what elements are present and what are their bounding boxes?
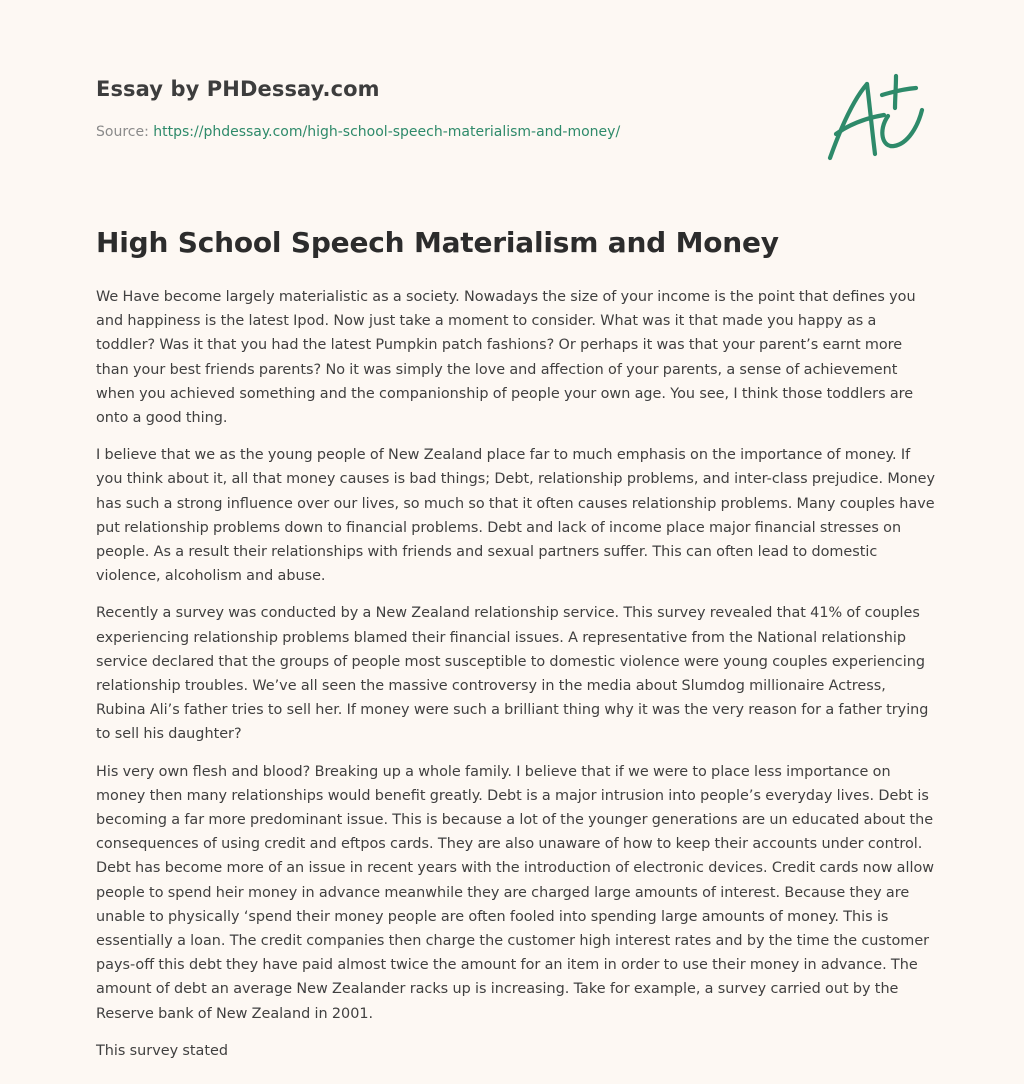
essay-body: [96, 285, 938, 1076]
essay-paragraph-2: I believe that we as the young people of New Zealand place far to much emphasis on the importance of money. If you think about it, all that money causes is bad things; Debt, relationship problems, and inter-class prejudice. Money has such a strong influence over our lives, so much so that it often causes relationship problems. Many couples have put relationship problems down to financial problems. Debt and lack of income place major financial stresses on people. As a result their relationships with friends and sexual partners suffer. This can often lead to domestic violence, alcoholism and abuse.: [96, 447, 936, 585]
essay-paragraph-3: Recently a survey was conducted by a New Zealand relationship service. This survey revealed that 41% of couples experiencing relationship problems blamed their financial issues. A representative from the National relationship service declared that the groups of people most susceptible to domestic violence were young couples experiencing relationship troubles. We’ve all seen the massive controversy in the media about Slumdog millionaire Actress, Rubina Ali’s father tries to sell her. If money were such a brilliant thing why it was the very reason for a father trying to sell his daughter?: [96, 605, 929, 743]
essay-paragraph-4: His very own flesh and blood? Breaking up a whole family. I believe that if we were to place less importance on money then many relationships would benefit greatly. Debt is a major intrusion into people’s everyday lives. Debt is becoming a far more predominant issue. This is because a lot of the younger generations are un educated about the consequences of using credit and eftpos cards. They are also unaware of how to keep their accounts under control. Debt has become more of an issue in recent years with the introduction of electronic devices. Credit cards now allow people to spend heir money in advance meanwhile they are charged large amounts of interest. Because they are unable to physically ‘spend their money people are often fooled into spending large amounts of money. This is essentially a loan. The credit companies then charge the customer high interest rates and by the time the customer pays-off this debt they have paid almost twice the amount for an item in order to use their money in advance. The amount of debt an average New Zealander racks up is increasing. Take for example, a survey carried out by the Reserve bank of New Zealand in 2001.: [96, 763, 935, 1022]
essay-paragraph-1: We Have become largely materialistic as a society. Nowadays the size of your income is the point that defines you and happiness is the latest Ipod. Now just take a moment to consider. What was it that made you happy as a toddler? Was it that you had the latest Pumpkin patch fashions? Or perhaps it was that your parent’s earnt more than your best friends parents? No it was simply the love and affection of your parents, a sense of achievement when you achieved something and the companionship of people your own age. You see, I think those toddlers are onto a good thing.: [96, 289, 916, 427]
source-label: Source:: [96, 124, 149, 140]
essay-title: High School Speech Materialism and Money: [96, 226, 779, 259]
source-line: [96, 124, 620, 140]
a-plus-grade-logo-icon: [820, 68, 932, 168]
essay-paragraph-5: This survey stated: [96, 1042, 228, 1059]
source-link[interactable]: https://phdessay.com/high-school-speech-materialism-and-money/: [153, 124, 621, 140]
site-title: Essay by PHDessay.com: [96, 77, 380, 101]
